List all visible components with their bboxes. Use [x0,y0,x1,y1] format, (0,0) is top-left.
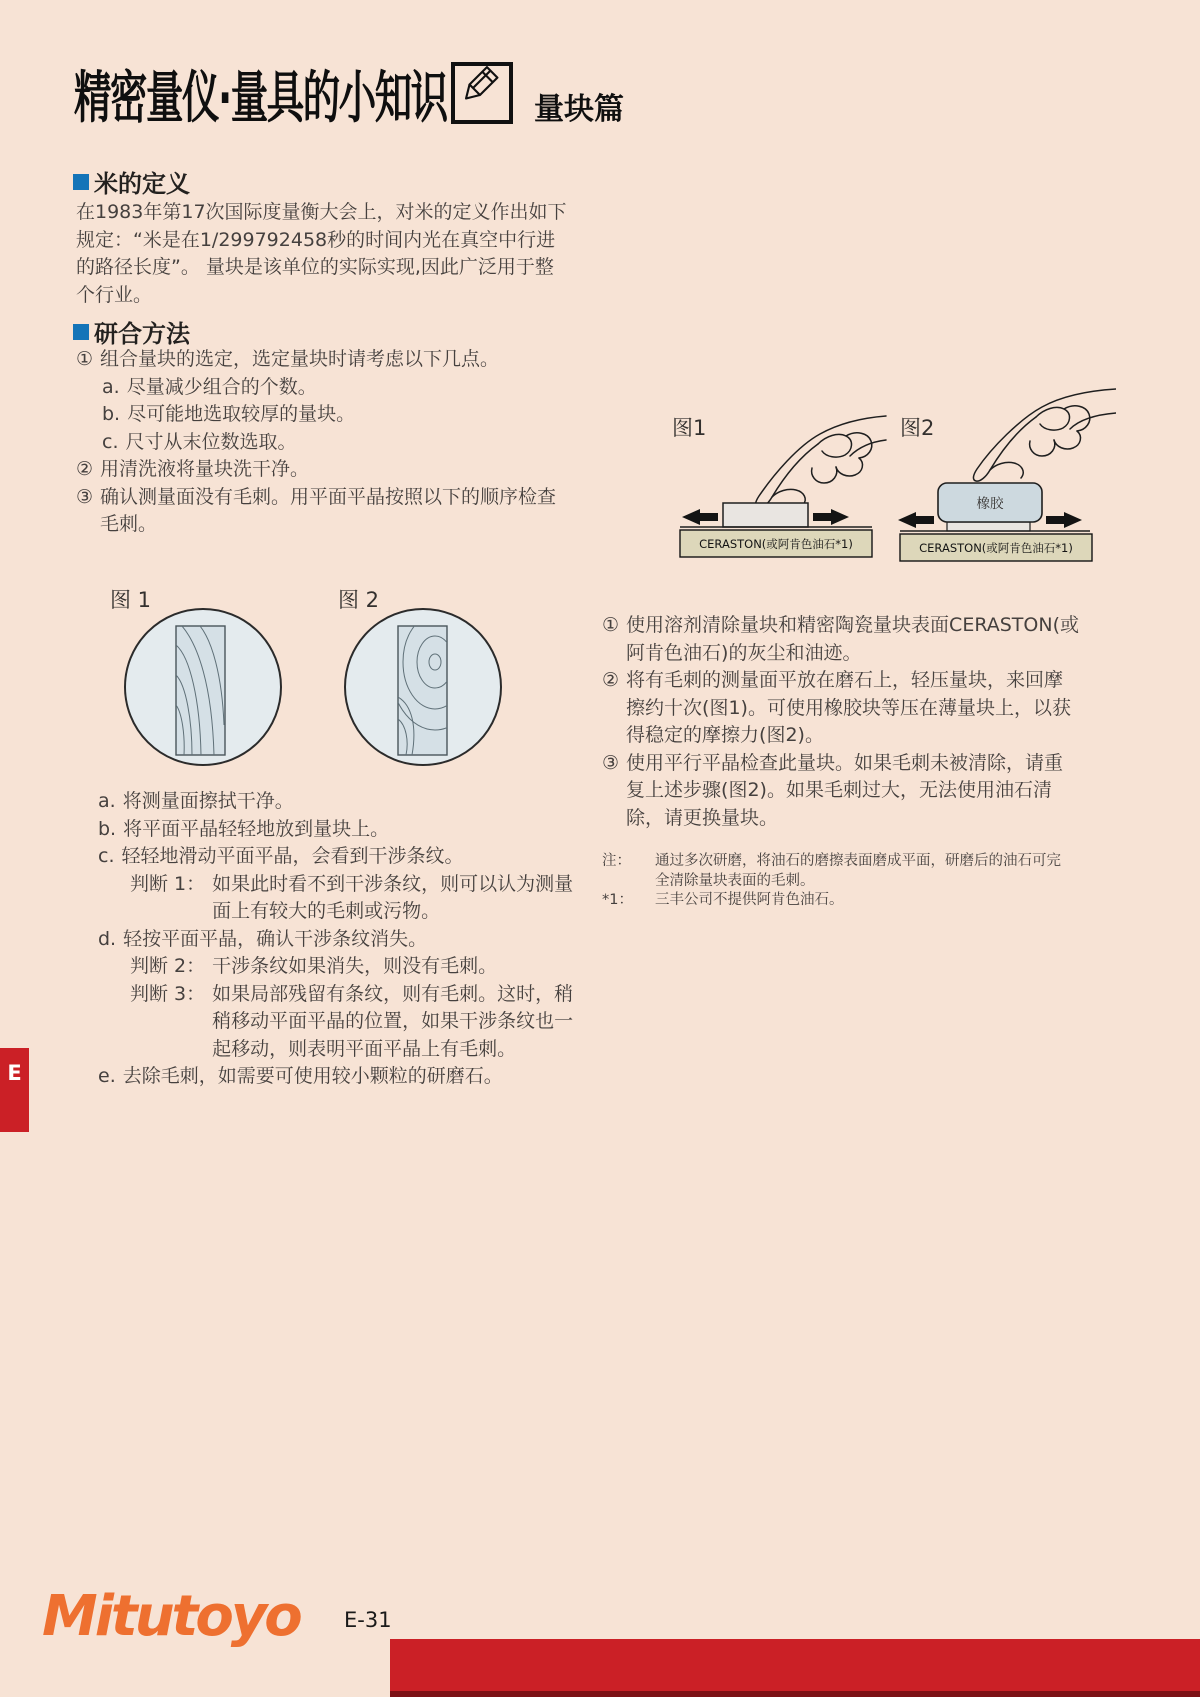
list-marker: b. [98,817,117,840]
interference-fig1-label: 图 1 [110,588,152,612]
list-item [602,667,1082,750]
footnotes [602,852,1074,911]
hand-illustration [755,416,886,508]
right-arrow-icon [1046,512,1082,528]
list-marker: ③ [76,485,94,508]
list-text: 轻轻地滑动平面平晶，会看到干涉条纹。 [121,845,464,867]
list-item [76,456,558,484]
list-item [98,953,580,981]
list-item [98,843,580,871]
footer-dark-red-strip [390,1691,1200,1697]
pencil-icon-drawing [455,66,501,112]
lapping-fig2-label: 图2 [900,416,935,440]
left-arrow-icon [682,509,718,525]
list-item [602,750,1082,833]
rubber-label: 橡胶 [976,496,1004,512]
blue-square-bullet [73,324,89,340]
list-item [76,374,558,402]
list-marker: c. [102,430,119,453]
lapping-fig2-illustration [888,378,1116,568]
list-marker: b. [102,403,121,425]
hand-illustration [973,389,1116,481]
list-text: 组合量块的选定，选定量块时请考虑以下几点。 [100,348,500,370]
list-text: 用清洗液将量块洗干净。 [100,458,310,480]
interference-fig2-illustration [342,605,504,769]
note-marker: 注： [602,853,631,869]
wringing-section-heading [73,314,190,349]
list-marker: 判断 1： [130,872,206,895]
list-marker: a. [98,790,116,812]
list-item [98,788,580,816]
list-text: 如果局部残留有条纹，则有毛刺。这时，稍稍移动平面平晶的位置，如果干涉条纹也一起移动，则表明平面平晶上有毛刺。 [212,982,574,1060]
page-number: E-31 [344,1608,392,1632]
meter-definition-paragraph: 在1983年第17次国际度量衡大会上，对米的定义作出如下规定：“米是在1/299792458秒的时间内光在真空中行进的路径长度”。 量块是该单位的实际实现,因此广泛用于整个行业。 [76,201,567,306]
list-text: 将有毛刺的测量面平放在磨石上，轻压量块，来回摩擦约十次(图1)。可使用橡胶块等压在薄量块上，以获得稳定的摩擦力(图2)。 [626,669,1071,746]
list-marker: 判断 3： [130,982,206,1005]
page-title: 精密量仪·量具的小知识 [74,66,447,131]
list-text: 使用平行平晶检查此量块。如果毛刺未被清除，请重复上述步骤(图2)。如果毛刺过大，无法使用油石清除，请更换量块。 [626,751,1064,829]
list-marker: e. [98,1065,116,1087]
mitutoyo-logo: Mitutoyo [42,1584,300,1649]
thin-gauge-block [947,522,1030,531]
flatness-check-list [98,788,580,1091]
blue-square-bullet [73,174,89,190]
list-item [98,926,580,954]
note-text: 通过多次研磨，将油石的磨擦表面磨成平面，研磨后的油石可完全清除量块表面的毛刺。 [655,853,1061,889]
ceraston-label: CERASTON(或阿肯色油石*1) [699,537,853,551]
lapping-fig1-illustration [660,378,888,568]
list-marker: 判断 2： [130,955,206,977]
list-item [76,429,558,457]
list-text: 尽量减少组合的个数。 [126,375,317,398]
wringing-step-list [76,346,558,539]
list-item [98,871,580,926]
list-marker: ② [602,669,620,691]
list-item [76,484,558,539]
footer-red-bar [390,1639,1200,1691]
note-item [602,852,1074,891]
section-tab-e: E [0,1048,29,1132]
note-text: 三丰公司不提供阿肯色油石。 [655,892,844,908]
right-arrow-icon [813,509,849,525]
list-text: 轻按平面平晶，确认干涉条纹消失。 [123,927,428,950]
list-marker: ① [602,614,620,636]
list-item [98,1063,580,1091]
list-item [602,612,1082,667]
interference-fig1-illustration [122,605,284,769]
list-text: 将平面平晶轻轻地放到量块上。 [123,817,390,840]
ceraston-label: CERASTON(或阿肯色油石*1) [919,541,1073,555]
list-marker: ② [76,458,94,480]
list-marker: ① [76,348,94,370]
gauge-block-badge: 量块篇 [534,92,624,127]
list-text: 干涉条纹如果消失，则没有毛刺。 [212,955,498,977]
left-arrow-icon [898,512,934,528]
list-marker: ③ [602,751,620,774]
meter-section-heading [73,164,190,199]
wringing-heading-text: 研合方法 [94,320,190,348]
list-text: 如果此时看不到干涉条纹，则可以认为测量面上有较大的毛刺或污物。 [212,872,574,922]
list-marker: d. [98,927,117,950]
list-item [76,346,558,374]
note-marker: *1： [602,892,633,908]
pencil-icon [451,62,513,124]
list-text: 使用溶剂清除量块和精密陶瓷量块表面CERASTON(或阿肯色油石)的灰尘和油迹。 [626,614,1079,664]
list-marker: c. [98,845,115,867]
deburr-step-list [602,612,1082,832]
list-item [98,981,580,1064]
list-marker: a. [102,375,120,398]
list-text: 尽可能地选取较厚的量块。 [127,403,356,425]
gauge-block [723,503,808,527]
lapping-fig1-label: 图1 [672,416,707,440]
note-item [602,891,1074,911]
list-text: 尺寸从末位数选取。 [125,430,297,453]
list-text: 将测量面擦拭干净。 [122,790,294,812]
list-text: 确认测量面没有毛刺。用平面平晶按照以下的顺序检查毛刺。 [100,485,557,535]
list-item [76,401,558,429]
interference-fig2-label: 图 2 [338,588,380,612]
list-item [98,816,580,844]
list-text: 去除毛刺，如需要可使用较小颗粒的研磨石。 [122,1065,503,1087]
meter-heading-text: 米的定义 [94,170,190,198]
